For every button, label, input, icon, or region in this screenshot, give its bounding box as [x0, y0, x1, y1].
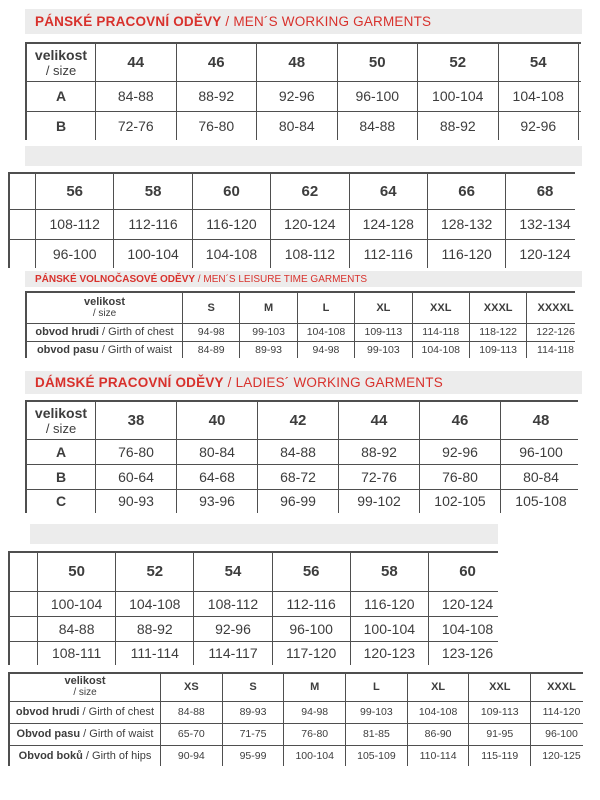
table-row: [9, 723, 583, 745]
value-cell: 88-92: [116, 616, 194, 641]
row-label: B: [26, 111, 96, 140]
value-cell: 76-80: [176, 111, 257, 140]
value-cell: 89-93: [240, 341, 297, 358]
value-cell: 95-99: [222, 745, 284, 766]
size-header-cell: 66: [427, 173, 505, 209]
value-cell: 120-124: [506, 239, 575, 268]
value-cell: 84-88: [96, 81, 177, 111]
size-header-cell: L: [297, 292, 354, 323]
table-row: [26, 341, 575, 358]
size-header-cell: 44: [339, 401, 420, 439]
size-header-cell: 60: [428, 552, 498, 591]
men-working-title-band: [25, 9, 582, 34]
value-cell: 104-108: [498, 81, 579, 111]
value-cell: 72-76: [96, 111, 177, 140]
clipped-label-column: [9, 552, 38, 591]
value-cell: 80-84: [501, 464, 579, 489]
value-cell: 84-89: [183, 341, 240, 358]
row-label: obvod hrudi / Girth of chest: [9, 701, 161, 723]
clipped-column-cell: [579, 81, 582, 111]
value-cell: 90-93: [96, 489, 177, 513]
value-cell: 112-116: [349, 239, 427, 268]
value-cell: 118-122: [469, 323, 526, 341]
size-header-cell: 50: [337, 43, 418, 81]
value-cell: 108-111: [38, 641, 116, 665]
value-cell: 108-112: [271, 239, 349, 268]
size-header-cell: 68: [506, 173, 575, 209]
corner-cell: velikost / size: [26, 43, 96, 81]
size-header-cell: XXL: [412, 292, 469, 323]
value-cell: 84-88: [38, 616, 116, 641]
corner-cell: velikost / size: [9, 673, 161, 701]
value-cell: 84-88: [258, 439, 339, 464]
value-cell: 116-120: [192, 209, 270, 239]
value-cell: 114-120: [531, 701, 583, 723]
value-cell: 112-116: [114, 209, 192, 239]
value-cell: 64-68: [177, 464, 258, 489]
table-header-row: [9, 673, 583, 701]
value-cell: 65-70: [161, 723, 223, 745]
row-label: obvod pasu / Girth of waist: [26, 341, 183, 358]
men-working-table1-wrap: [25, 42, 581, 140]
corner-cell: velikost / size: [26, 292, 183, 323]
value-cell: 72-76: [339, 464, 420, 489]
size-header-cell: 54: [498, 43, 579, 81]
value-cell: 92-96: [194, 616, 272, 641]
value-cell: 114-117: [194, 641, 272, 665]
men-working-title-cz: PÁNSKÉ PRACOVNÍ ODĚVY: [35, 14, 222, 29]
size-header-cell: 46: [420, 401, 501, 439]
ladies-working-title-cz: DÁMSKÉ PRACOVNÍ ODĚVY: [35, 375, 224, 390]
row-label: B: [26, 464, 96, 489]
value-cell: 89-93: [222, 701, 284, 723]
clipped-label-column: [9, 173, 36, 209]
value-cell: 100-104: [350, 616, 428, 641]
size-header-cell: 48: [501, 401, 579, 439]
ladies-working-table2: [8, 551, 498, 665]
value-cell: 120-124: [271, 209, 349, 239]
value-cell: 109-113: [355, 323, 412, 341]
value-cell: 84-88: [161, 701, 223, 723]
value-cell: 92-96: [257, 81, 338, 111]
row-label: obvod hrudi / Girth of chest: [26, 323, 183, 341]
value-cell: 99-103: [355, 341, 412, 358]
clipped-label-column: [9, 641, 38, 665]
men-leisure-title-cz: PÁNSKÉ VOLNOČASOVÉ ODĚVY: [35, 273, 196, 285]
value-cell: 108-112: [36, 209, 114, 239]
table-header-row: [26, 43, 581, 81]
corner-cell: velikost / size: [26, 401, 96, 439]
value-cell: 76-80: [96, 439, 177, 464]
value-cell: 96-100: [531, 723, 583, 745]
value-cell: 60-64: [96, 464, 177, 489]
size-header-cell: 58: [350, 552, 428, 591]
table-row: [26, 111, 581, 140]
size-header-cell: 54: [194, 552, 272, 591]
size-header-cell: 60: [192, 173, 270, 209]
value-cell: 114-118: [412, 323, 469, 341]
value-cell: 100-104: [284, 745, 346, 766]
ladies-working-table1: [25, 400, 578, 513]
ladies-working-table2-wrap: [8, 551, 498, 665]
value-cell: 80-84: [257, 111, 338, 140]
value-cell: 68-72: [258, 464, 339, 489]
value-cell: 123-126: [428, 641, 498, 665]
clipped-label-column: [9, 591, 38, 616]
value-cell: 88-92: [339, 439, 420, 464]
table-row: [9, 641, 498, 665]
value-cell: 114-118: [527, 341, 575, 358]
value-cell: 122-126: [527, 323, 575, 341]
row-label: A: [26, 81, 96, 111]
value-cell: 80-84: [177, 439, 258, 464]
value-cell: 86-90: [407, 723, 469, 745]
row-label: Obvod boků / Girth of hips: [9, 745, 161, 766]
value-cell: 112-116: [272, 591, 350, 616]
value-cell: 81-85: [346, 723, 408, 745]
value-cell: 132-134: [506, 209, 575, 239]
value-cell: 76-80: [284, 723, 346, 745]
men-leisure-table-wrap: [25, 291, 575, 358]
men-working-title-en: / MEN´S WORKING GARMENTS: [221, 14, 432, 29]
value-cell: 99-102: [339, 489, 420, 513]
table-header-row: [26, 401, 578, 439]
separator-band: [30, 524, 498, 544]
value-cell: 94-98: [183, 323, 240, 341]
value-cell: 115-119: [469, 745, 531, 766]
value-cell: 99-103: [346, 701, 408, 723]
value-cell: 117-120: [272, 641, 350, 665]
value-cell: 104-108: [297, 323, 354, 341]
separator-band: [25, 146, 582, 166]
value-cell: 128-132: [427, 209, 505, 239]
size-header-cell: XL: [407, 673, 469, 701]
table-header-row: [9, 173, 575, 209]
table-row: [26, 323, 575, 341]
value-cell: 90-94: [161, 745, 223, 766]
row-label: A: [26, 439, 96, 464]
size-header-cell: 52: [418, 43, 499, 81]
value-cell: 71-75: [222, 723, 284, 745]
value-cell: 93-96: [177, 489, 258, 513]
men-leisure-title-band: [25, 271, 582, 287]
clipped-label-column: [9, 239, 36, 268]
ladies-working-table3: [8, 672, 583, 766]
value-cell: 92-96: [498, 111, 579, 140]
table-row: [9, 209, 575, 239]
value-cell: 109-113: [469, 341, 526, 358]
ladies-working-table3-wrap: [8, 672, 583, 766]
value-cell: 104-108: [428, 616, 498, 641]
size-header-cell: XS: [161, 673, 223, 701]
size-header-cell: S: [183, 292, 240, 323]
table-row: [9, 591, 498, 616]
value-cell: 104-108: [192, 239, 270, 268]
clipped-column-cell: [579, 111, 582, 140]
size-header-cell: 62: [271, 173, 349, 209]
value-cell: 91-95: [469, 723, 531, 745]
size-header-cell: XXL: [469, 673, 531, 701]
table-row: [26, 489, 578, 513]
value-cell: 94-98: [284, 701, 346, 723]
value-cell: 109-113: [469, 701, 531, 723]
value-cell: 88-92: [176, 81, 257, 111]
table-header-row: [9, 552, 498, 591]
table-row: [9, 239, 575, 268]
size-header-cell: M: [284, 673, 346, 701]
size-header-cell: 64: [349, 173, 427, 209]
value-cell: 100-104: [38, 591, 116, 616]
size-header-cell: XXXXL: [527, 292, 575, 323]
value-cell: 104-108: [412, 341, 469, 358]
men-working-table1: [25, 42, 581, 140]
value-cell: 88-92: [418, 111, 499, 140]
value-cell: 104-108: [116, 591, 194, 616]
size-header-cell: 42: [258, 401, 339, 439]
value-cell: 96-100: [272, 616, 350, 641]
size-header-cell: M: [240, 292, 297, 323]
ladies-working-table1-wrap: [25, 400, 578, 513]
size-header-cell: XL: [355, 292, 412, 323]
table-header-row: [26, 292, 575, 323]
table-row: [26, 464, 578, 489]
table-row: [26, 439, 578, 464]
value-cell: 100-104: [418, 81, 499, 111]
value-cell: 105-109: [346, 745, 408, 766]
value-cell: 94-98: [297, 341, 354, 358]
size-header-cell: 52: [116, 552, 194, 591]
ladies-working-title-band: [25, 371, 582, 394]
size-header-cell: 38: [96, 401, 177, 439]
value-cell: 108-112: [194, 591, 272, 616]
value-cell: 102-105: [420, 489, 501, 513]
value-cell: 120-125: [531, 745, 583, 766]
table-row: [9, 745, 583, 766]
value-cell: 92-96: [420, 439, 501, 464]
value-cell: 84-88: [337, 111, 418, 140]
value-cell: 116-120: [350, 591, 428, 616]
men-working-table2-wrap: [8, 172, 575, 268]
size-header-cell: 58: [114, 173, 192, 209]
value-cell: 110-114: [407, 745, 469, 766]
table-row: [26, 81, 581, 111]
value-cell: 111-114: [116, 641, 194, 665]
row-label: C: [26, 489, 96, 513]
size-header-cell: 56: [272, 552, 350, 591]
value-cell: 120-124: [428, 591, 498, 616]
value-cell: 100-104: [114, 239, 192, 268]
men-leisure-table: [25, 291, 575, 358]
size-header-cell: 48: [257, 43, 338, 81]
value-cell: 96-100: [337, 81, 418, 111]
men-working-table2: [8, 172, 575, 268]
clipped-column-cell: [579, 43, 582, 81]
size-header-cell: 40: [177, 401, 258, 439]
value-cell: 96-99: [258, 489, 339, 513]
value-cell: 96-100: [501, 439, 579, 464]
size-header-cell: L: [346, 673, 408, 701]
value-cell: 104-108: [407, 701, 469, 723]
size-header-cell: 50: [38, 552, 116, 591]
men-leisure-title-en: / MEN´S LEISURE TIME GARMENTS: [195, 273, 368, 285]
value-cell: 120-123: [350, 641, 428, 665]
value-cell: 116-120: [427, 239, 505, 268]
size-header-cell: S: [222, 673, 284, 701]
table-row: [9, 616, 498, 641]
value-cell: 99-103: [240, 323, 297, 341]
size-header-cell: XXXL: [469, 292, 526, 323]
size-header-cell: XXXL: [531, 673, 583, 701]
value-cell: 96-100: [36, 239, 114, 268]
value-cell: 76-80: [420, 464, 501, 489]
clipped-label-column: [9, 616, 38, 641]
size-header-cell: 44: [96, 43, 177, 81]
ladies-working-title-en: / LADIES´ WORKING GARMENTS: [223, 375, 443, 390]
table-row: [9, 701, 583, 723]
row-label: Obvod pasu / Girth of waist: [9, 723, 161, 745]
size-header-cell: 56: [36, 173, 114, 209]
value-cell: 105-108: [501, 489, 579, 513]
size-header-cell: 46: [176, 43, 257, 81]
clipped-label-column: [9, 209, 36, 239]
value-cell: 124-128: [349, 209, 427, 239]
